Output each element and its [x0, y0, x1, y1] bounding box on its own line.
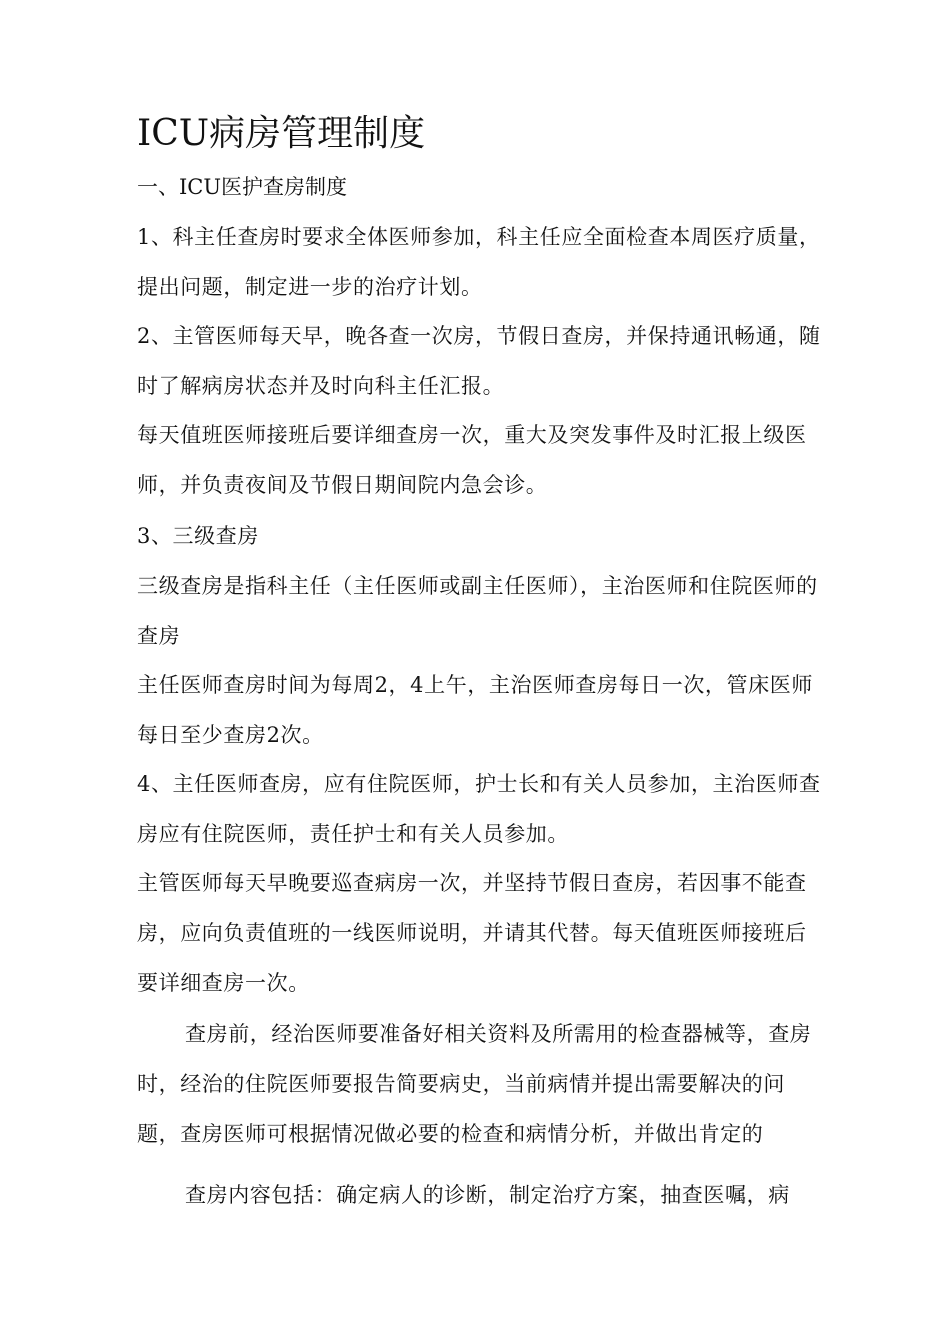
- paragraph-10: 查房内容包括：确定病人的诊断，制定治疗方案，抽查医嘱，病: [185, 1183, 790, 1207]
- paragraph-6: 主任医师查房时间为每周2，4上午，主治医师查房每日一次，管床医师每日至少查房2次。: [137, 673, 813, 747]
- paragraph-4: 3、三级查房: [137, 524, 259, 548]
- document-title: ICU病房管理制度: [137, 113, 426, 154]
- paragraph-8: 主管医师每天早晚要巡查病房一次，并坚持节假日查房，若因事不能查房，应向负责值班的一线医师说明，并请其代替。每天值班医师接班后要详细查房一次。: [137, 871, 807, 995]
- paragraph-3: 每天值班医师接班后要详细查房一次，重大及突发事件及时汇报上级医师，并负责夜间及节假日期间院内急会诊。: [137, 423, 807, 497]
- paragraph-5: 三级查房是指科主任（主任医师或副主任医师），主治医师和住院医师的查房: [137, 574, 818, 648]
- paragraph-7: 4、主任医师查房，应有住院医师，护士长和有关人员参加，主治医师查房应有住院医师，责任护士和有关人员参加。: [137, 772, 821, 846]
- paragraph-9: 查房前，经治医师要准备好相关资料及所需用的检查器械等，查房时，经治的住院医师要报告简要病史，当前病情并提出需要解决的问题，查房医师可根据情况做必要的检查和病情分析，并做出肯定的: [137, 1022, 812, 1146]
- paragraph-2: 2、主管医师每天早，晚各查一次房，节假日查房，并保持通讯畅通，随时了解病房状态并及时向科主任汇报。: [137, 324, 821, 398]
- section-heading: 一、ICU医护查房制度: [137, 175, 348, 199]
- paragraph-1: 1、科主任查房时要求全体医师参加，科主任应全面检查本周医疗质量，提出问题，制定进一步的治疗计划。: [137, 225, 821, 299]
